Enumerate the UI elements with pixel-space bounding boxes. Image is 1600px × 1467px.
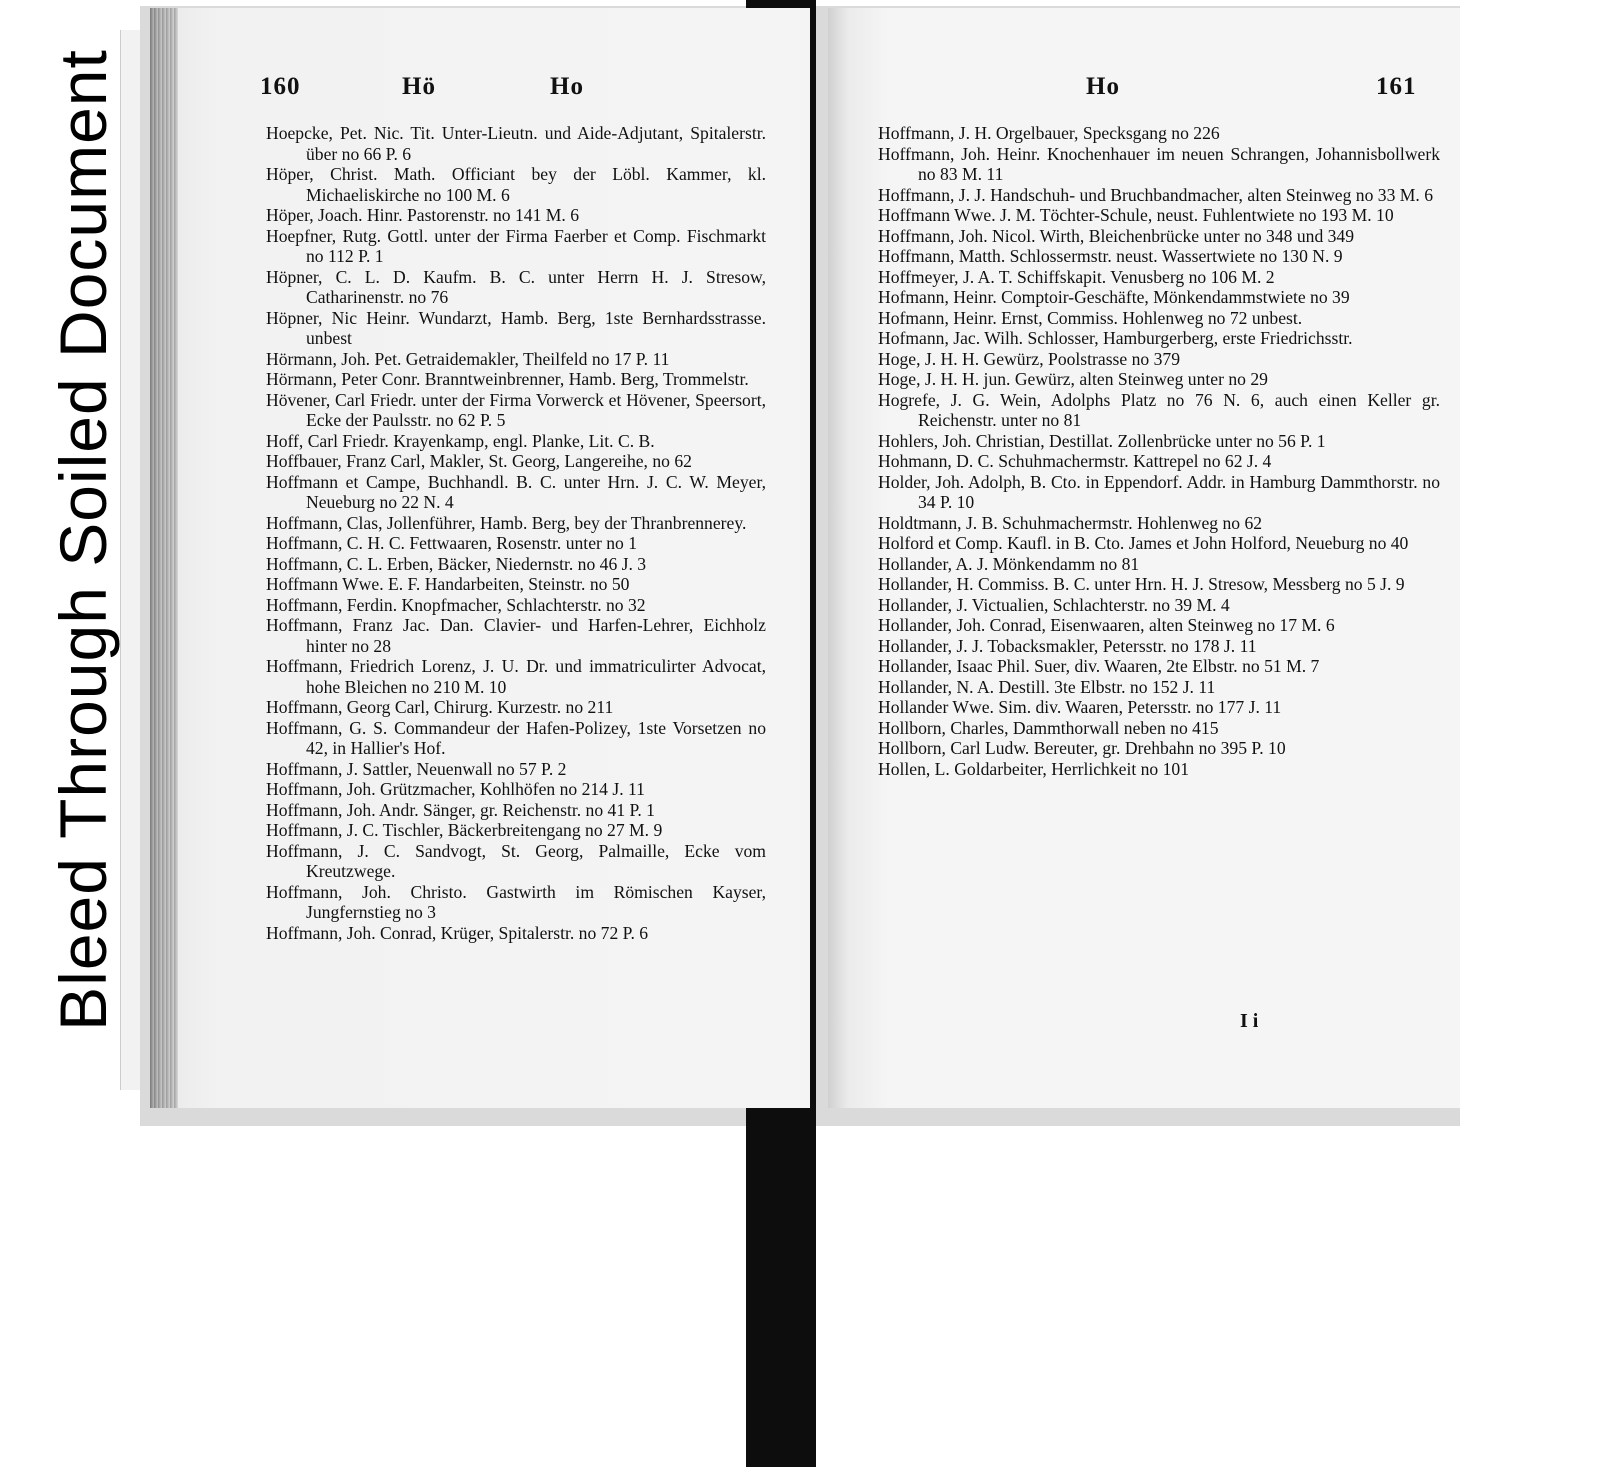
directory-entry: Hollander, Joh. Conrad, Eisenwaaren, alten Steinweg no 17 M. 6 xyxy=(878,615,1335,635)
directory-entry: Hoffmann, Joh. Heinr. Knochenhauer im neuen Schrangen, Johannisbollwerk no 83 M. 11 xyxy=(878,143,1440,184)
signature-mark: I i xyxy=(1240,1010,1259,1032)
directory-entry: Hoffmeyer, J. A. T. Schiffskapit. Venusberg no 106 M. 2 xyxy=(878,266,1275,287)
directory-entry: Hoffmann Wwe. J. M. Töchter-Schule, neust. Fuhlentwiete no 193 M. 10 xyxy=(878,205,1394,225)
directory-entry: Hollander, N. A. Destill. 3te Elbstr. no 152 J. 11 xyxy=(878,676,1216,697)
document-condition-label xyxy=(38,40,128,1040)
directory-entry: Höpner, Nic Heinr. Wundarzt, Hamb. Berg, 1ste Bernhardsstrasse. unbest xyxy=(266,307,766,348)
directory-entry: Hollborn, Carl Ludw. Bereuter, gr. Drehbahn no 395 P. 10 xyxy=(878,738,1286,758)
directory-entry: Hollander, J. Victualien, Schlachterstr. no 39 M. 4 xyxy=(878,594,1230,615)
directory-entry: Hoffmann, Matth. Schlossermstr. neust. Wassertwiete no 130 N. 9 xyxy=(878,246,1343,266)
directory-entry: Hoepfner, Rutg. Gottl. unter der Firma Faerber et Comp. Fischmarkt no 112 P. 1 xyxy=(266,225,766,266)
directory-entry: Hoffmann, C. L. Erben, Bäcker, Niedernstr. no 46 J. 3 xyxy=(266,553,647,574)
left-page xyxy=(150,8,810,1108)
directory-entry: Hoffmann, Joh. Conrad, Krüger, Spitalerstr. no 72 P. 6 xyxy=(266,922,649,943)
directory-entry: Hohmann, D. C. Schuhmachermstr. Kattrepel no 62 J. 4 xyxy=(878,451,1272,471)
directory-entry: Hoge, J. H. H. jun. Gewürz, alten Steinweg unter no 29 xyxy=(878,369,1268,389)
directory-entry: Hoffmann, Friedrich Lorenz, J. U. Dr. und immatriculirter Advocat, hohe Bleichen no 210 M. 10 xyxy=(266,656,766,697)
directory-entry: Hörmann, Peter Conr. Branntweinbrenner, Hamb. Berg, Trommelstr. xyxy=(266,369,749,389)
directory-entries-left xyxy=(266,123,766,943)
condition-label-text: Bleed Through Soiled Document xyxy=(46,49,120,1031)
directory-entry: Hollander, A. J. Mönkendamm no 81 xyxy=(878,553,1140,574)
running-head-left: Hö xyxy=(402,73,436,100)
directory-entry: Hoffbauer, Franz Carl, Makler, St. Georg, Langereihe, no 62 xyxy=(266,451,692,471)
directory-entry: Hoffmann, J. Sattler, Neuenwall no 57 P. 2 xyxy=(266,758,567,779)
directory-entry: Hollander, J. J. Tobacksmakler, Petersstr. no 178 J. 11 xyxy=(878,635,1257,656)
page-number-right: 161 xyxy=(1376,73,1417,100)
directory-entry: Holdtmann, J. B. Schuhmachermstr. Hohlenweg no 62 xyxy=(878,512,1263,533)
directory-entry: Hofmann, Heinr. Comptoir-Geschäfte, Mönkendammstwiete no 39 xyxy=(878,287,1350,307)
directory-entry: Hofmann, Jac. Wilh. Schlosser, Hamburgerberg, erste Friedrichsstr. xyxy=(878,328,1353,348)
directory-entry: Hoffmann, J. C. Sandvogt, St. Georg, Palmaille, Ecke vom Kreutzwege. xyxy=(266,840,766,881)
directory-entry: Hoffmann, Franz Jac. Dan. Clavier- und Harfen-Lehrer, Eichholz hinter no 28 xyxy=(266,615,766,656)
directory-entry: Höper, Joach. Hinr. Pastorenstr. no 141 M. 6 xyxy=(266,205,580,225)
directory-entry: Hoffmann, Joh. Nicol. Wirth, Bleichenbrücke unter no 348 und 349 xyxy=(878,225,1355,246)
directory-entry: Höpner, C. L. D. Kaufm. B. C. unter Herrn H. J. Stresow, Catharinenstr. no 76 xyxy=(266,266,766,307)
directory-entry: Hollander, H. Commiss. B. C. unter Hrn. H. J. Stresow, Messberg no 5 J. 9 xyxy=(878,574,1405,594)
directory-entry: Hoffmann, Joh. Christo. Gastwirth im Römischen Kayser, Jungfernstieg no 3 xyxy=(266,881,766,922)
directory-entry: Hoffmann Wwe. E. F. Handarbeiten, Steinstr. no 50 xyxy=(266,574,630,594)
directory-entry: Holder, Joh. Adolph, B. Cto. in Eppendorf. Addr. in Hamburg Dammthorstr. no 34 P. 10 xyxy=(878,471,1440,512)
directory-entries-right xyxy=(878,123,1440,779)
directory-entry: Hoffmann, G. S. Commandeur der Hafen-Polizey, 1ste Vorsetzen no 42, in Hallier's Hof. xyxy=(266,717,766,758)
directory-entry: Hoffmann et Campe, Buchhandl. B. C. unter Hrn. J. C. W. Meyer, Neueburg no 22 N. 4 xyxy=(266,471,766,512)
directory-entry: Hohlers, Joh. Christian, Destillat. Zollenbrücke unter no 56 P. 1 xyxy=(878,430,1326,451)
directory-entry: Hoffmann, J. H. Orgelbauer, Specksgang no 226 xyxy=(878,123,1220,143)
directory-entry: Hoffmann, J. J. Handschuh- und Bruchbandmacher, alten Steinweg no 33 M. 6 xyxy=(878,184,1434,205)
directory-entry: Hoffmann, Clas, Jollenführer, Hamb. Berg, bey der Thranbrennerey. xyxy=(266,512,747,533)
directory-entry: Hoffmann, Joh. Grützmacher, Kohlhöfen no 214 J. 11 xyxy=(266,779,645,799)
directory-entry: Hoffmann, Joh. Andr. Sänger, gr. Reichenstr. no 41 P. 1 xyxy=(266,799,655,820)
directory-entry: Hoffmann, J. C. Tischler, Bäckerbreitengang no 27 M. 9 xyxy=(266,820,663,840)
directory-entry: Hörmann, Joh. Pet. Getraidemakler, Theilfeld no 17 P. 11 xyxy=(266,348,670,369)
directory-entry: Hoge, J. H. H. Gewürz, Poolstrasse no 379 xyxy=(878,348,1180,369)
directory-entry: Hoff, Carl Friedr. Krayenkamp, engl. Planke, Lit. C. B. xyxy=(266,430,655,451)
directory-entry: Hoffmann, C. H. C. Fettwaaren, Rosenstr. unter no 1 xyxy=(266,533,638,553)
directory-entry: Hollen, L. Goldarbeiter, Herrlichkeit no 101 xyxy=(878,758,1190,779)
directory-entry: Höper, Christ. Math. Officiant bey der Löbl. Kammer, kl. Michaeliskirche no 100 M. 6 xyxy=(266,164,766,205)
directory-entry: Hollborn, Charles, Dammthorwall neben no 415 xyxy=(878,717,1219,738)
directory-entry: Hoepcke, Pet. Nic. Tit. Unter-Lieutn. und Aide-Adjutant, Spitalerstr. über no 66 P. 6 xyxy=(266,123,766,164)
directory-entry: Holford et Comp. Kaufl. in B. Cto. James et John Holford, Neueburg no 40 xyxy=(878,533,1409,553)
directory-entry: Hollander Wwe. Sim. div. Waaren, Petersstr. no 177 J. 11 xyxy=(878,697,1282,717)
directory-entry: Hoffmann, Georg Carl, Chirurg. Kurzestr. no 211 xyxy=(266,697,614,717)
running-head-center: Ho xyxy=(1086,73,1120,100)
page-edge-shading xyxy=(150,8,178,1108)
page-number-left: 160 xyxy=(260,73,301,100)
directory-entry: Hollander, Isaac Phil. Suer, div. Waaren, 2te Elbstr. no 51 M. 7 xyxy=(878,656,1320,676)
directory-entry: Hoffmann, Ferdin. Knopfmacher, Schlachterstr. no 32 xyxy=(266,594,646,615)
directory-entry: Hofmann, Heinr. Ernst, Commiss. Hohlenweg no 72 unbest. xyxy=(878,307,1303,328)
directory-entry: Hövener, Carl Friedr. unter der Firma Vorwerck et Hövener, Speersort, Ecke der Paulsstr. no 62 P. 5 xyxy=(266,389,766,430)
directory-entry: Hogrefe, J. G. Wein, Adolphs Platz no 76 N. 6, auch einen Keller gr. Reichenstr. unter no 81 xyxy=(878,389,1440,430)
right-page xyxy=(828,8,1460,1108)
running-head-right: Ho xyxy=(550,73,584,100)
